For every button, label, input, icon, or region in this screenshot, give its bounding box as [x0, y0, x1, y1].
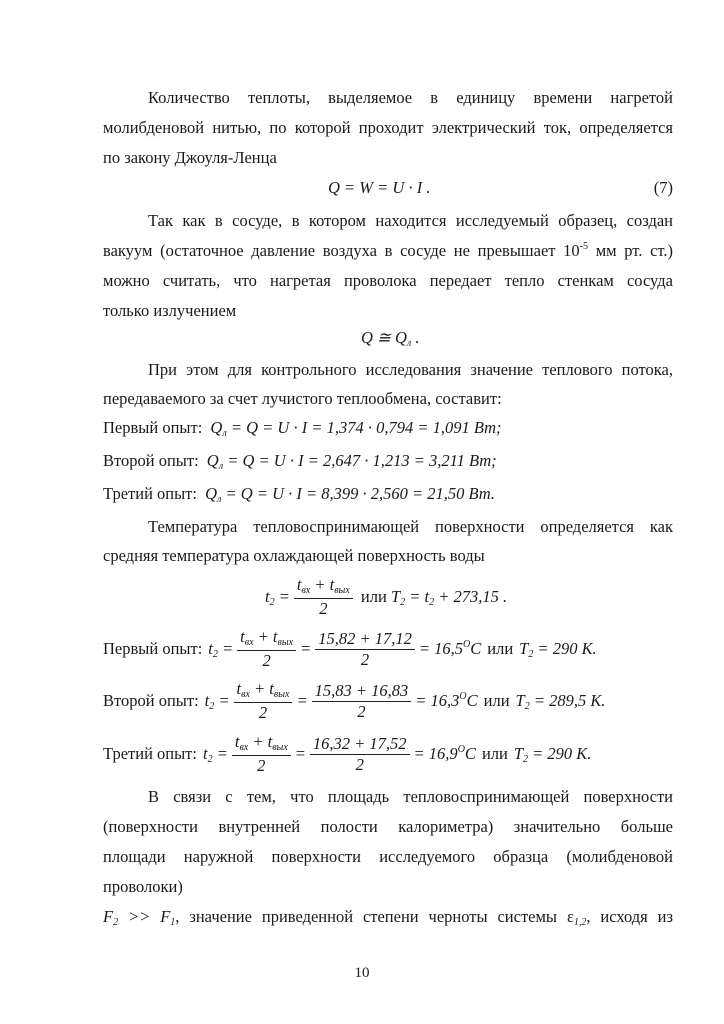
exp-label: Третий опыт:	[103, 484, 197, 503]
paragraph-3-line-2: передаваемого за счет лучистого теплообмена, составит:	[103, 389, 502, 408]
denominator: 2	[319, 599, 328, 618]
T-sub: 2	[528, 649, 534, 660]
T-sub: 2	[524, 701, 530, 712]
fraction-symbolic	[234, 679, 293, 723]
denominator: 2	[360, 649, 370, 669]
exponent-superscript: -5	[579, 241, 589, 252]
equation-7-number: (7)	[653, 178, 673, 197]
paragraph-2-line-2	[103, 239, 673, 263]
exp-label: Третий опыт:	[103, 744, 197, 763]
equals: =	[217, 639, 234, 658]
t-out-sub: вых	[273, 689, 290, 700]
denominator: 2	[357, 701, 366, 721]
temp-exp-1	[103, 624, 597, 674]
paragraph-5-line-4: проволоки)	[103, 877, 183, 896]
t-in: t	[236, 679, 242, 698]
q-calc: = Q = U · I = 8,399 · 2,560 = 21,50 Вт.	[221, 484, 496, 503]
t-out-sub: вых	[272, 742, 288, 753]
paragraph-1-line-2: молибденовой нитью, по которой проходит электрический ток, определяется	[103, 118, 673, 137]
numerator: 15,83 + 16,83	[312, 681, 412, 702]
epsilon-symbol: ε	[566, 907, 574, 926]
q-sub: л	[218, 461, 224, 472]
paragraph-1-line-1: Количество теплоты, выделяемое в единицу времени нагретой	[148, 88, 673, 107]
eq-rad-lhs: Q ≅ Q	[361, 328, 407, 347]
equation-t2	[265, 572, 507, 622]
paragraph-5-line-3: площади наружной поверхности исследуемого образца (молибденовой	[103, 847, 673, 866]
t-out-sub: вых	[334, 585, 350, 596]
t-sub: 2	[209, 701, 215, 712]
result: = 16,5	[418, 639, 463, 658]
kelvin-value: = 290 К.	[528, 744, 592, 763]
exp-label: Второй опыт:	[103, 691, 199, 710]
denominator: 2	[258, 703, 268, 722]
kelvin-offset: + 273,15 .	[434, 587, 508, 606]
q-sub: л	[217, 494, 222, 505]
equation-radiation	[103, 326, 673, 350]
paragraph-4-line-1: Температура тепловоспринимающей поверхности определяется как	[148, 517, 673, 536]
temp-exp-2	[103, 676, 605, 726]
equals: =	[214, 691, 230, 710]
t-out: t	[272, 627, 278, 646]
exp-label: Второй опыт:	[103, 451, 199, 470]
paragraph-2-line-2-text-a: вакуум (остаточное давление воздуха в сосуде не превышает 10	[103, 241, 580, 260]
exp-label: Первый опыт:	[103, 639, 203, 658]
equals: =	[274, 587, 290, 606]
fraction-symbolic	[237, 627, 296, 671]
epsilon-sub: 1,2	[573, 917, 587, 928]
numerator: 15,82 + 17,12	[315, 629, 415, 650]
paragraph-2-line-3: можно считать, что нагретая проволока передает тепло стенкам сосуда	[103, 271, 673, 290]
result: = 16,3	[415, 691, 460, 710]
last-line-tail: , исходя из	[586, 907, 673, 926]
t-in: t	[234, 732, 240, 751]
temp-exp-3	[103, 729, 591, 779]
equation-7-formula: Q = W = U · I .	[328, 178, 431, 197]
or-word: или	[483, 691, 510, 710]
paragraph-4-line-2: средняя температура охлаждающей поверхность воды	[103, 546, 485, 565]
fraction-numeric	[310, 734, 410, 775]
T-sub: 2	[400, 597, 406, 608]
F1-sub: 1	[170, 917, 176, 928]
t2-sub: 2	[429, 597, 435, 608]
numerator: 16,32 + 17,52	[310, 734, 410, 755]
eq-rad-end: .	[411, 328, 420, 347]
or-word: или	[356, 587, 391, 606]
paragraph-5-line-1: В связи с тем, что площадь тепловоспринимающей поверхности	[148, 787, 673, 806]
paragraph-5-line-2: (поверхности внутренней полости калориметра) значительно больше	[103, 817, 673, 836]
celsius-unit: C	[466, 691, 478, 710]
exp-label: Первый опыт:	[103, 418, 203, 437]
paragraph-3-line-1: При этом для контрольного исследования значение теплового потока,	[148, 360, 673, 379]
equation-7	[103, 176, 673, 200]
paragraph-1-line-3: по закону Джоуля-Ленца	[103, 148, 277, 167]
plus: +	[249, 679, 270, 698]
F2-sub: 2	[113, 917, 119, 928]
t-out-sub: вых	[277, 637, 294, 648]
paragraph-2-line-2-text-b: мм рт. ст.)	[588, 241, 673, 260]
t-sub: 2	[207, 754, 213, 765]
t-sub: 2	[269, 597, 275, 608]
t-in-sub: вх	[301, 585, 311, 596]
fraction-symbolic	[232, 732, 291, 776]
t-symbol: t	[208, 639, 213, 658]
T-sub: 2	[523, 754, 529, 765]
much-greater: >>	[118, 907, 161, 926]
degree-sign: O	[459, 691, 467, 702]
plus: +	[248, 732, 268, 751]
celsius-unit: C	[464, 744, 476, 763]
T-symbol: T	[390, 587, 401, 606]
kelvin-value: = 289,5 К.	[529, 691, 606, 710]
degree-sign: O	[463, 639, 471, 650]
q-sub: л	[222, 428, 227, 439]
q-symbol: Q	[205, 484, 218, 503]
t-symbol: t	[204, 691, 210, 710]
q-symbol: Q	[210, 418, 223, 437]
heat-flux-exp-3	[103, 482, 673, 506]
T-symbol: T	[519, 639, 529, 658]
q-symbol: Q	[206, 451, 219, 470]
fraction-t2	[294, 575, 353, 619]
celsius-unit: C	[470, 639, 482, 658]
equals: =	[294, 744, 306, 763]
t-out: t	[269, 679, 274, 698]
T-symbol: T	[513, 744, 524, 763]
t-out: t	[329, 575, 335, 594]
equals: =	[212, 744, 228, 763]
last-line-text: , значение приведенной степени черноты системы	[175, 907, 567, 926]
t-sub: 2	[212, 649, 218, 660]
fraction-numeric	[315, 629, 415, 670]
result: = 16,9	[413, 744, 458, 763]
t-out: t	[267, 732, 273, 751]
degree-sign: O	[457, 744, 465, 755]
t-symbol: t	[202, 744, 208, 763]
or-word: или	[487, 639, 514, 658]
F1-symbol: F	[160, 907, 171, 926]
T-eq: = t	[405, 587, 430, 606]
plus: +	[253, 627, 273, 646]
q-calc: = Q = U · I = 2,647 · 1,213 = 3,211 Вт;	[223, 451, 497, 470]
equals: =	[296, 691, 308, 710]
plus: +	[310, 575, 330, 594]
t-in-sub: вх	[241, 689, 250, 700]
t-symbol: t	[265, 587, 270, 606]
or-word: или	[481, 744, 508, 763]
paragraph-2-line-1: Так как в сосуде, в котором находится исследуемый образец, создан	[148, 211, 673, 230]
equals: =	[300, 639, 312, 658]
paragraph-6-line-1	[103, 905, 673, 929]
kelvin-value: = 290 К.	[533, 639, 597, 658]
t-in-sub: вх	[244, 637, 254, 648]
denominator: 2	[257, 756, 266, 775]
eq-rad-sub: л	[406, 338, 412, 349]
heat-flux-exp-1	[103, 416, 673, 440]
paragraph-2-line-4: только излучением	[103, 301, 237, 320]
t-in: t	[296, 575, 302, 594]
q-calc: = Q = U · I = 1,374 · 0,794 = 1,091 Вт;	[226, 418, 502, 437]
denominator: 2	[355, 754, 364, 774]
t-in-sub: вх	[239, 742, 249, 753]
t-in: t	[240, 627, 245, 646]
page-number: 10	[354, 965, 370, 981]
F2-symbol: F	[103, 907, 114, 926]
heat-flux-exp-2	[103, 449, 673, 473]
denominator: 2	[262, 651, 271, 670]
T-symbol: T	[515, 691, 525, 710]
fraction-numeric	[312, 681, 412, 722]
